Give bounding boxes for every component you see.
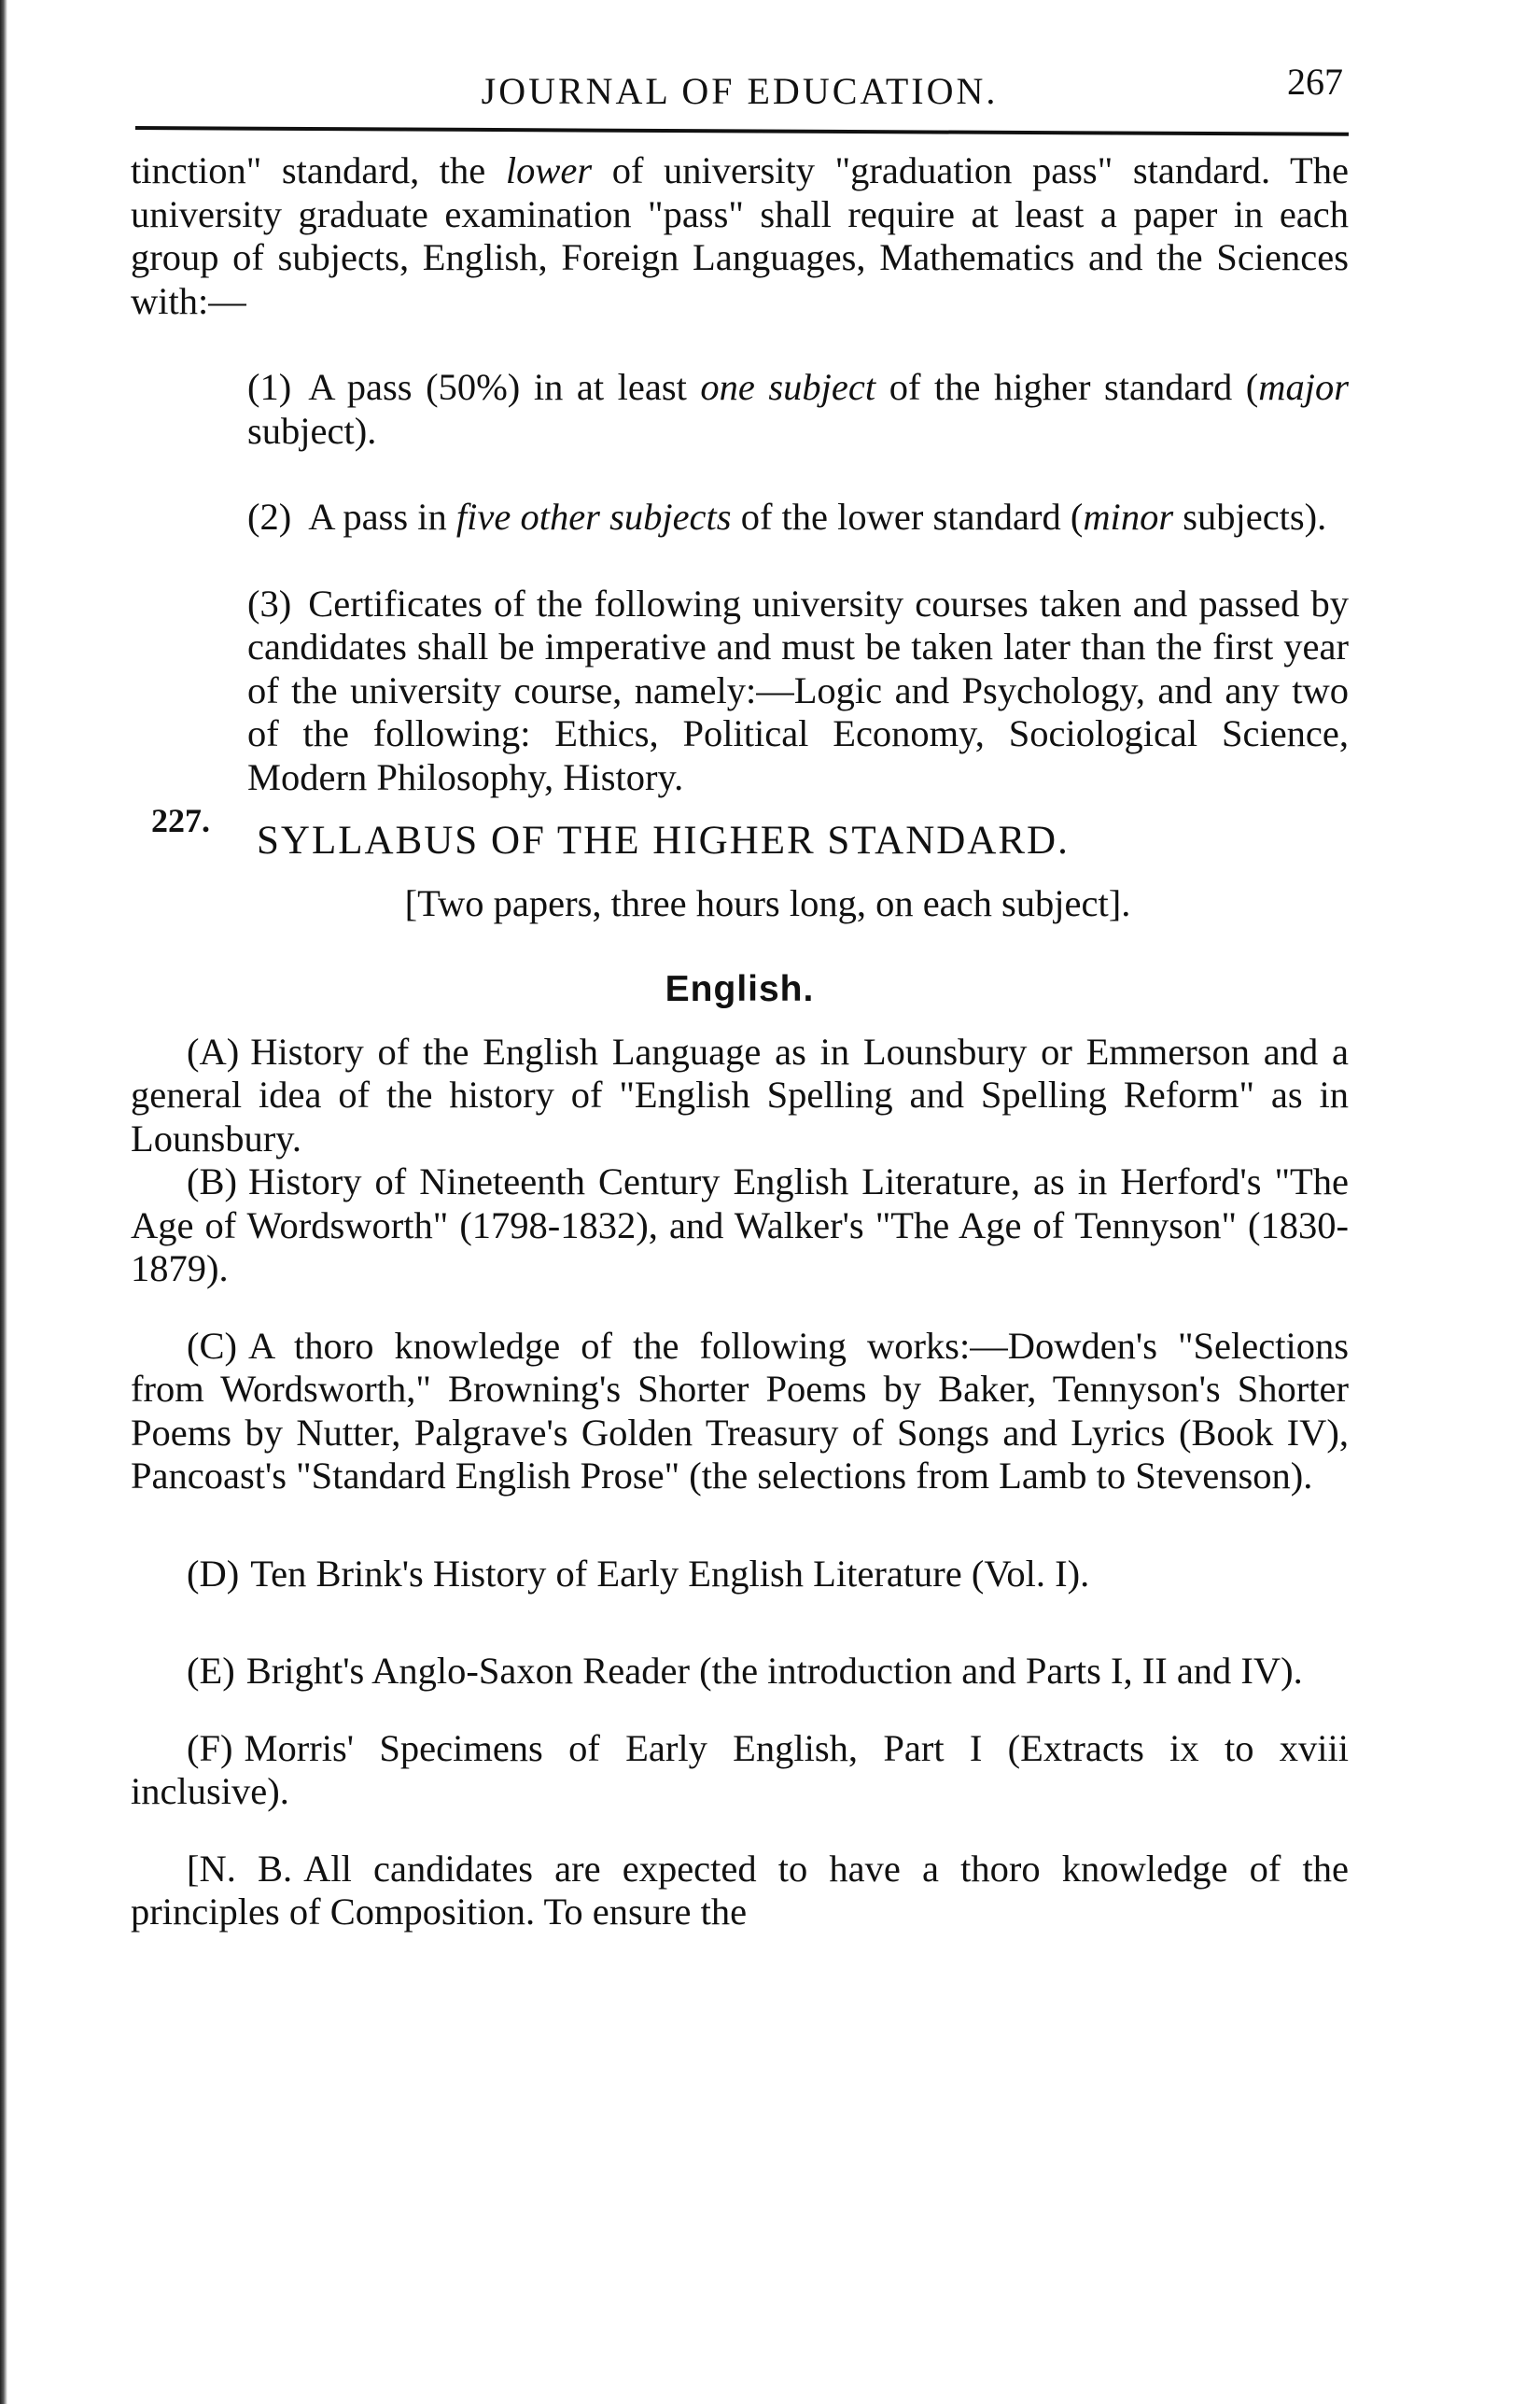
syllabus-item-b (131, 1160, 1349, 1291)
body-text (131, 149, 1349, 1934)
syllabus-label-e: (E) (187, 1650, 235, 1692)
syllabus-text-f: Morris' Specimens of Early English, Part I (Extracts ix to xviii inclusive). (131, 1726, 1349, 1812)
syllabus-text-e: Bright's Anglo-Saxon Reader (the introduction and Parts I, II and IV). (245, 1650, 1303, 1692)
syllabus-item-a (131, 1031, 1349, 1161)
requirement-1-text-c: subject). (247, 409, 377, 452)
syllabus-text-b: History of Nineteenth Century English Literature, as in Herford's "The Age of Wordsworth" (1798-1832), and Walker's "The Age of Tennyson" (1830-1879). (131, 1160, 1349, 1289)
subject-heading-english: English. (665, 969, 815, 1009)
syllabus-item-d (131, 1553, 1349, 1596)
requirement-item-1 (131, 366, 1349, 453)
requirement-1-text-b: of the higher standard ( (875, 366, 1259, 408)
requirement-label-1: (1) (247, 366, 292, 408)
page-header (131, 58, 1349, 123)
syllabus-text-c: A thoro knowledge of the following works:—Dowden's "Selections from Wordsworth," Browning's Shorter Poems by Baker, Tennyson's Shorter Poems by Nutter, Palgrave's Golden Treasury of Songs and Lyrics (Book IV), Pancoast's "Standard English Prose" (the selections from Lamb to Stevenson). (131, 1324, 1349, 1497)
intro-text-1: tinction" standard, the (131, 149, 506, 191)
requirement-1-text-a: A pass (50%) in at least (308, 366, 701, 408)
syllabus-nota-bene (131, 1848, 1349, 1934)
syllabus-label-d: (D) (187, 1552, 240, 1595)
requirement-item-3 (131, 583, 1349, 800)
requirement-2-text-c: subjects). (1173, 496, 1327, 538)
requirement-item-2 (131, 496, 1349, 540)
section-heading (131, 802, 1349, 864)
syllabus-label-b: (B) (187, 1160, 237, 1202)
intro-emphasis-lower: lower (505, 149, 593, 191)
page-number: 267 (1287, 61, 1343, 103)
syllabus-text-d: Ten Brink's History of Early English Literature (Vol. I). (250, 1552, 1090, 1595)
requirement-label-2: (2) (247, 496, 292, 538)
header-rule (135, 126, 1349, 136)
section-note: [Two papers, three hours long, on each subject]. (404, 881, 1131, 924)
section-number: 227. (151, 802, 210, 839)
requirement-1-emphasis-a: one subject (700, 366, 876, 408)
section-title: SYLLABUS OF THE HIGHER STANDARD. (257, 819, 1070, 863)
syllabus-item-c (131, 1325, 1349, 1498)
syllabus-text-a: History of the English Language as in Lounsbury or Emmerson and a general idea of the history of "English Spelling and Spelling Reform" as in Lounsbury. (131, 1030, 1349, 1160)
nota-bene-text: All candidates are expected to have a thoro knowledge of the principles of Composition. To ensure the (131, 1847, 1349, 1933)
requirement-label-3: (3) (247, 582, 292, 625)
syllabus-label-c: (C) (187, 1324, 237, 1367)
nota-bene-label: [N. B. (187, 1847, 293, 1890)
syllabus-label-a: (A) (187, 1030, 240, 1073)
binding-edge (0, 0, 7, 2404)
intro-paragraph (131, 149, 1349, 323)
running-head: JOURNAL OF EDUCATION. (481, 70, 999, 112)
requirement-2-emphasis-b: minor (1083, 496, 1174, 538)
requirement-3-text: Certificates of the following university courses taken and passed by candidates shall be imperative and must be taken later than the first year of the university course, namely:—Logic and Psychology, and any two of the following: Ethics, Political Economy, Sociological Science, Modern Philosophy, History. (247, 582, 1349, 798)
intro-text-2: of university "graduation pass" standard. The university graduate examination "pass" shall require at least a paper in each group of subjects, English, Foreign Languages, Mathematics and the Sciences with:— (131, 149, 1349, 322)
syllabus-item-e (131, 1650, 1349, 1694)
syllabus-item-f (131, 1727, 1349, 1814)
requirement-2-emphasis-a: five other subjects (455, 496, 732, 538)
syllabus-label-f: (F) (187, 1726, 233, 1769)
requirement-2-text-a: A pass in (308, 496, 456, 538)
requirement-2-text-b: of the lower standard ( (731, 496, 1084, 538)
requirement-1-emphasis-b: major (1258, 366, 1349, 408)
